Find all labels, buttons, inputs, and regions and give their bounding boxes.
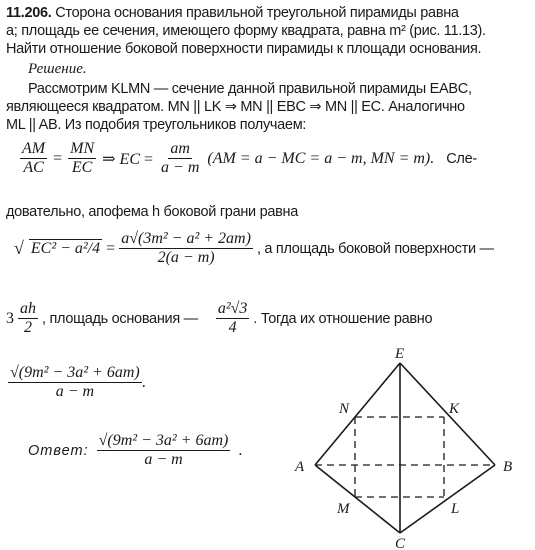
fraction-am-ac (20, 140, 47, 177)
fraction-denominator: 2(a − m) (157, 249, 215, 266)
answer-label: Ответ: (28, 442, 89, 459)
problem-line-3: Найти отношение боковой поверхности пирамиды к площади основания. (6, 41, 482, 57)
fraction-denominator: 2 (24, 319, 32, 336)
vertex-label: L (451, 501, 460, 517)
equation-continuation: , а площадь боковой поверхности — (256, 240, 494, 257)
fraction-numerator: AM (22, 140, 46, 157)
equation-similarity: $\frac{AM}{AC}$ = $\frac{MN}{EC}$ ⇒ EC = $\frac{am}{a - m}$ (AM = a − MC = a − m, MN = m). Сле- (22, 140, 477, 176)
fraction-numerator: √(9m² − 3a² + 6am) (10, 364, 140, 381)
fraction-denominator: 4 (228, 319, 237, 336)
solution-line-3: ML || AB. Из подобия треугольников получаем: (6, 117, 307, 133)
fraction-numerator: MN (70, 140, 95, 157)
fraction-numerator: a√(3m² − a² + 2am) (121, 230, 251, 247)
fraction-lateral (18, 300, 38, 337)
vertex-label: E (395, 346, 405, 362)
equation-continuation: Сле- (446, 150, 477, 167)
fraction-base-area (216, 300, 250, 337)
pyramid-figure (285, 345, 530, 550)
edge-eb (400, 363, 495, 465)
edge-ea (315, 363, 400, 465)
vertex-label: M (337, 501, 350, 517)
fraction-numerator: am (170, 140, 190, 157)
fraction-apothem (119, 230, 253, 267)
fraction-ratio (8, 364, 142, 401)
equation-ratio: $\frac{\text{√(9m² − 3a² + 6am)}}{a - m}$ . (10, 364, 146, 400)
edge-ac (315, 465, 400, 533)
problem-text-1: Сторона основания правильной треугольной пирамиды равна (55, 5, 459, 21)
radicand: EC² − a²/4 (30, 240, 101, 257)
solution-line-4: довательно, апофема h боковой грани равна (6, 204, 298, 220)
fraction-numerator: √(9m² − 3a² + 6am) (98, 432, 229, 449)
solution-line-1: Рассмотрим KLMN — сечение данной правильной пирамиды EABC, (28, 81, 472, 97)
solution-line-2: являющееся квадратом. MN || LK ⇒ MN || EBC ⇒ MN || EC. Аналогично (6, 99, 465, 115)
equation-text: , площадь основания — (42, 310, 198, 327)
problem-number: 11.206. (6, 5, 52, 21)
problem-line-1 (6, 4, 459, 22)
fraction-numerator: a²√3 (217, 300, 248, 317)
coefficient: 3 (6, 309, 14, 327)
vertex-label: N (339, 401, 350, 417)
fraction-denominator: a − m (55, 383, 95, 400)
problem-line-2: a; площадь ее сечения, имеющего форму квадрата, равна m² (рис. 11.13). (6, 23, 486, 39)
fraction-denominator: AC (23, 159, 44, 176)
equation-continuation: . Тогда их отношение равно (253, 310, 433, 327)
equation-areas (6, 300, 432, 337)
edge-bc (400, 465, 495, 533)
solution-heading: Решение. (28, 61, 87, 77)
answer: Ответ: $\frac{\text{√(9m² − 3a² + 6am)}}{a - m}$ . (28, 432, 243, 468)
fraction-denominator: a − m (161, 159, 200, 176)
vertex-label: C (395, 536, 406, 550)
equation-tail: (AM = a − MC = a − m, MN = m). (207, 149, 435, 167)
fraction-numerator: ah (20, 300, 36, 317)
vertex-label: K (449, 401, 460, 417)
equation-apothem: √ EC² − a²/4 = $\frac{\text{a√(3m² − a² + 2am)}}{2(a - m)}$ , а площадь боковой поверхности — (14, 230, 494, 266)
fraction-denominator: a − m (144, 451, 183, 468)
vertex-label: B (503, 459, 513, 475)
fraction-denominator: EC (71, 159, 93, 176)
fraction-answer (97, 432, 231, 469)
fraction-mn-ec (68, 140, 96, 177)
vertex-label: A (295, 459, 305, 475)
fraction-ec-result (159, 140, 201, 177)
